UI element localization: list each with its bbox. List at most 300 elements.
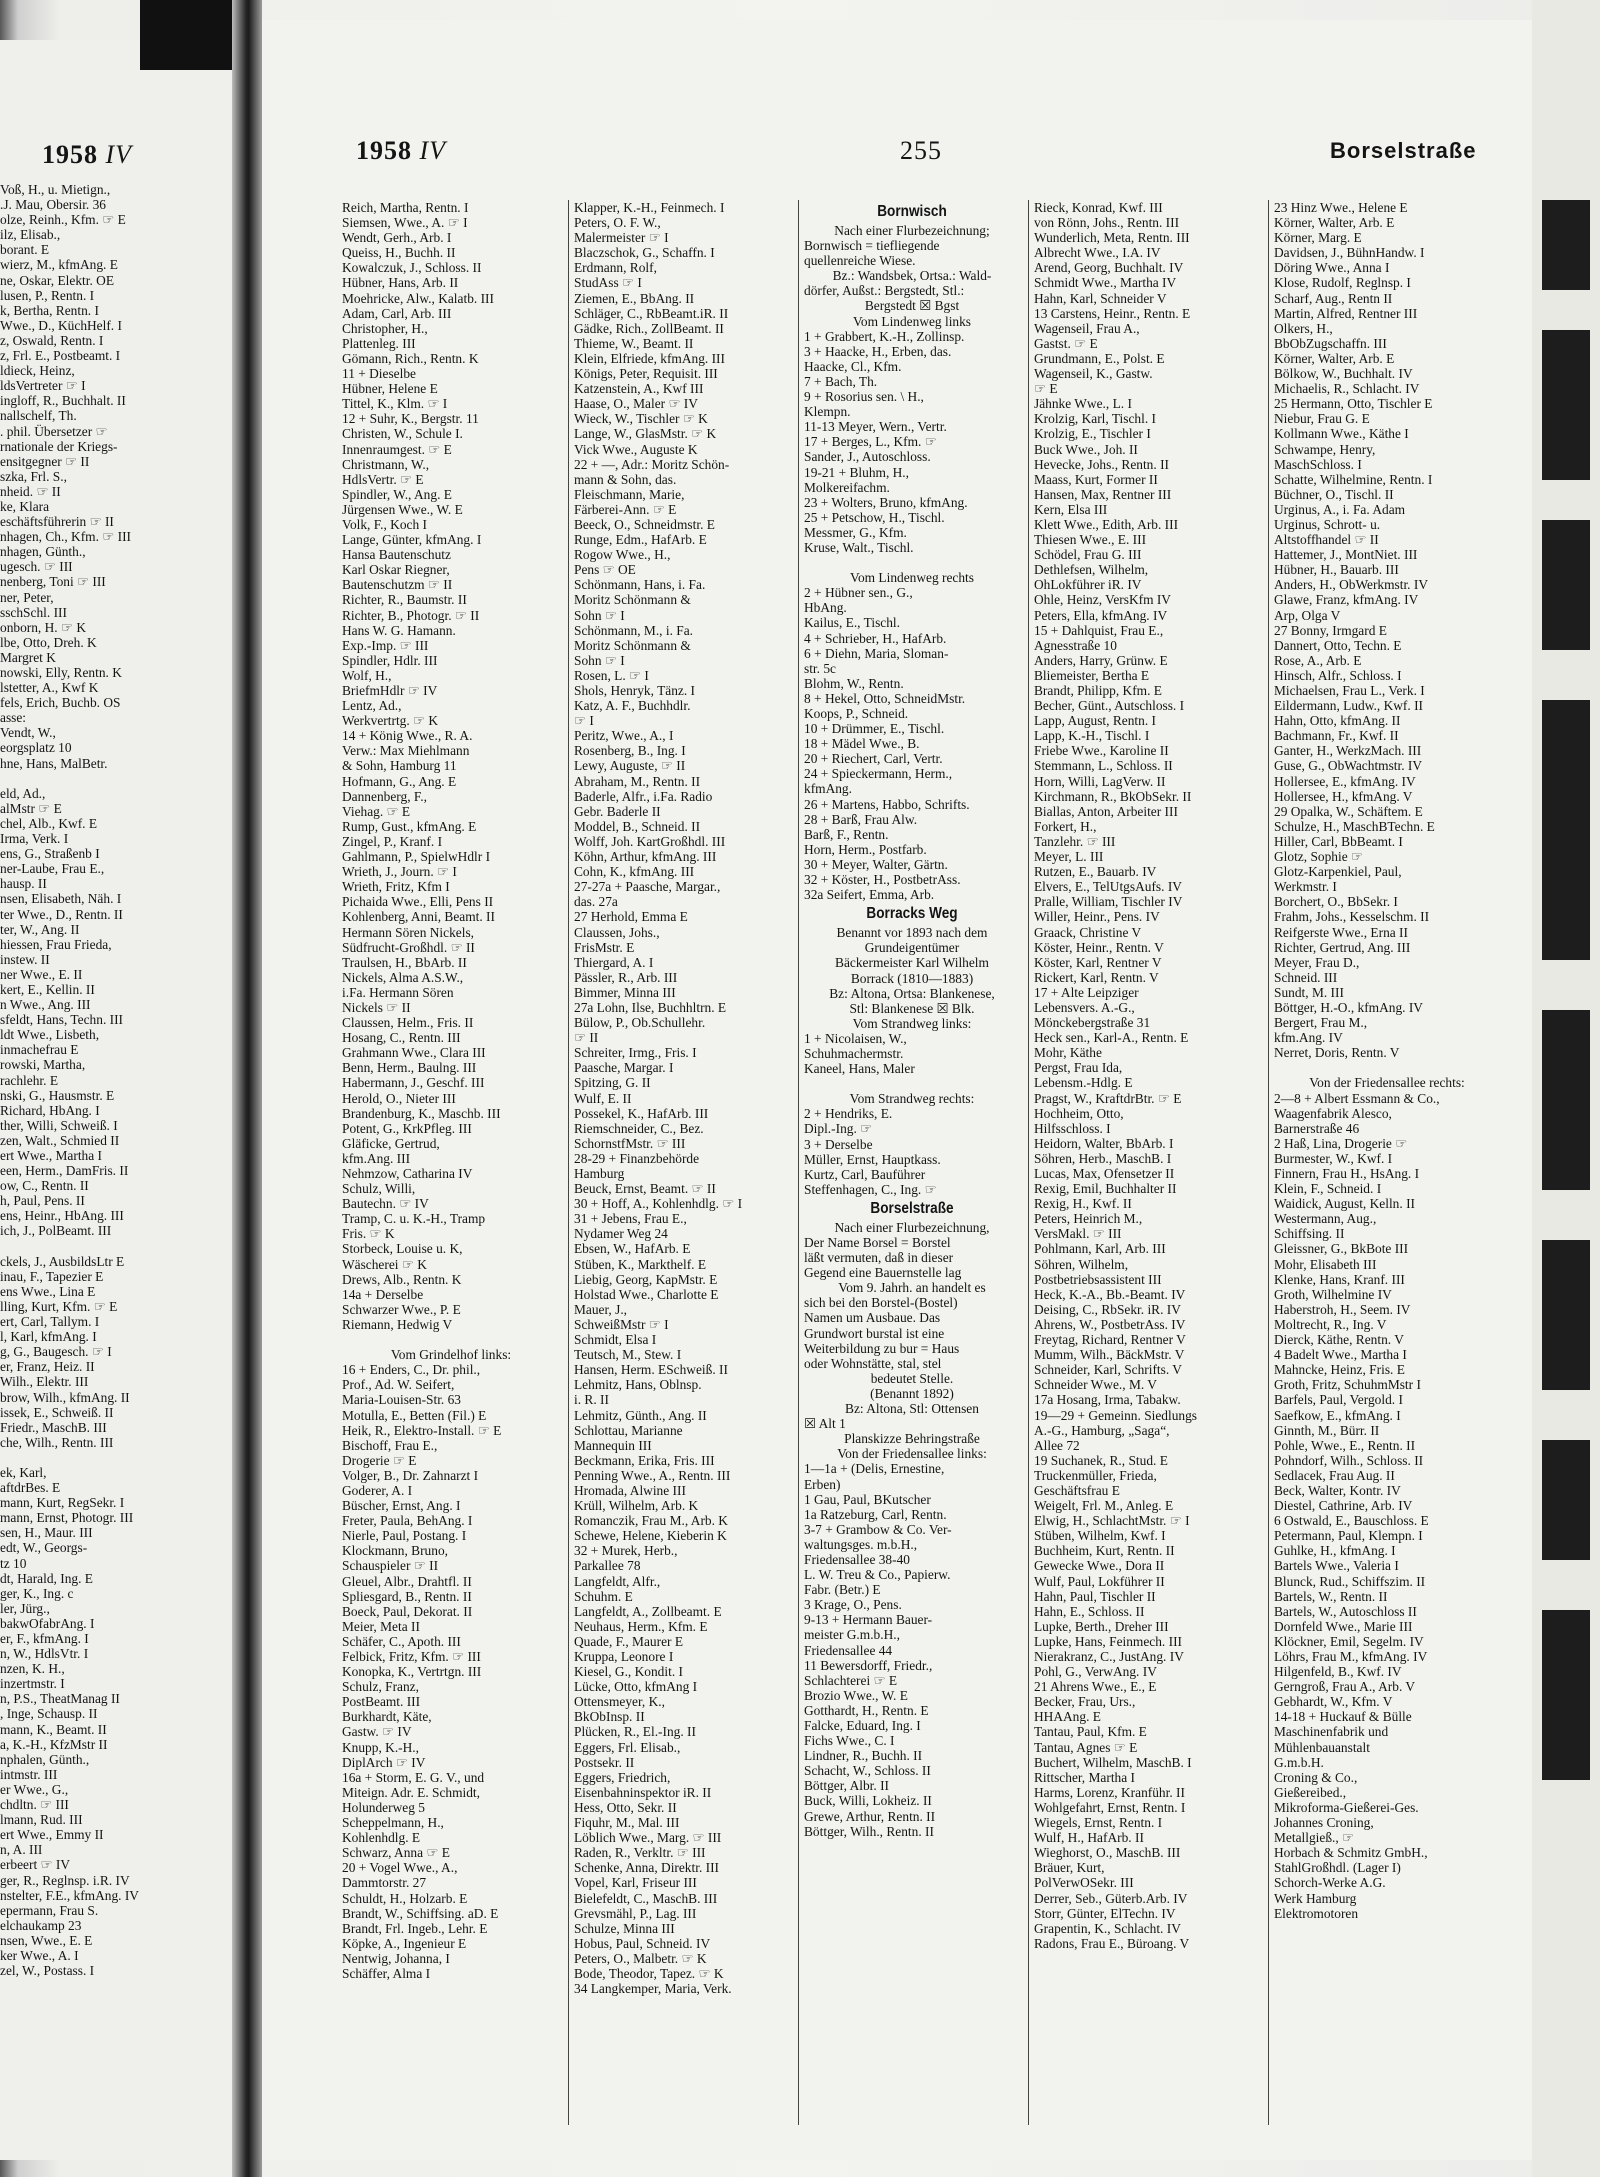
- section-note: Nach einer Flurbezeichnung,: [834, 1219, 990, 1235]
- directory-entry: Drogerie ☞ E: [342, 1452, 417, 1468]
- section-note: Grundeigentümer: [864, 940, 960, 956]
- directory-entry: Friedensallee 38-40: [804, 1551, 910, 1567]
- directory-entry: 10 + Drümmer, E., Tischl.: [804, 721, 945, 737]
- directory-entry: Kiesel, G., Kondit. I: [574, 1664, 683, 1680]
- directory-entry: 18 + Mädel Wwe., B.: [804, 736, 920, 752]
- directory-line: n, A. III: [0, 1842, 43, 1858]
- directory-entry: mann & Sohn, das.: [574, 471, 677, 487]
- directory-entry: Bartels, W., Autoschloss II: [1274, 1603, 1417, 1619]
- directory-entry: Falcke, Eduard, Ing. I: [804, 1718, 921, 1733]
- directory-entry: Lupke, Berth., Dreher III: [1034, 1618, 1169, 1634]
- directory-entry: 32a Seifert, Emma, Arb.: [804, 887, 935, 903]
- directory-entry: Grundwort burstal ist eine: [804, 1325, 945, 1341]
- directory-entry: Gahlmann, P., SpielwHdlr I: [342, 849, 491, 865]
- directory-entry: 11 Bewersdorff, Friedr.,: [804, 1657, 933, 1673]
- directory-entry: Pens ☞ OE: [574, 562, 636, 578]
- directory-entry: 17 + Berges, L., Kfm. ☞: [804, 434, 937, 450]
- directory-entry: BriefmHdlr ☞ IV: [342, 683, 438, 698]
- directory-entry: 14a + Derselbe: [342, 1286, 424, 1302]
- directory-entry: Lindner, R., Buchh. II: [804, 1748, 923, 1764]
- directory-entry: Biallas, Anton, Arbeiter III: [1034, 803, 1178, 819]
- directory-entry: Bachmann, Fr., Kwf. II: [1274, 728, 1399, 744]
- directory-entry: Blohm, W., Rentn.: [804, 675, 904, 691]
- directory-entry: 11 + Dieselbe: [342, 366, 416, 382]
- directory-entry: Klapper, K.-H., Feinmech. I: [574, 200, 725, 215]
- directory-entry: Eggers, Frl. Elisab.,: [574, 1739, 681, 1755]
- section-note: Vom Lindenweg rechts: [850, 570, 974, 586]
- directory-line: ger, K., Ing. c: [0, 1585, 74, 1601]
- column-divider: [1268, 200, 1269, 2125]
- directory-entry: oder Wohnstätte, stal, stel: [804, 1355, 942, 1371]
- directory-entry: Lucas, Max, Ofensetzer II: [1034, 1166, 1175, 1181]
- directory-entry: sich bei den Borstel-(Bostel): [804, 1295, 958, 1311]
- directory-entry: Hübner, Helene E: [342, 381, 438, 397]
- directory-entry: 4 + Schrieber, H., HafArb.: [804, 630, 947, 646]
- directory-entry: Hahn, E., Schloss. II: [1034, 1603, 1145, 1619]
- directory-entry: Schatte, Wilhelmine, Rentn. I: [1274, 471, 1433, 487]
- directory-line: fels, Erich, Buchb. OS: [0, 695, 121, 711]
- directory-entry: Urginus, Schrott- u.: [1274, 516, 1381, 532]
- directory-line: Irma, Verk. I: [0, 831, 69, 847]
- column-1: [342, 200, 560, 2160]
- directory-entry: 32 + Murek, Herb.,: [574, 1543, 678, 1559]
- directory-entry: Hiller, Carl, BbBeamt. I: [1274, 833, 1403, 849]
- directory-entry: 6 + Diehn, Maria, Sloman-: [804, 645, 949, 661]
- directory-entry: Dammtorstr. 27: [342, 1875, 427, 1891]
- directory-entry: Nickels ☞ II: [342, 999, 411, 1015]
- directory-entry: [342, 1332, 560, 1347]
- directory-entry: Elwig, H., SchlachtMstr. ☞ I: [1034, 1513, 1190, 1529]
- directory-entry: Hromada, Alwine III: [574, 1482, 686, 1498]
- directory-entry: Grahmann Wwe., Clara III: [342, 1045, 486, 1061]
- directory-entry: Schäffer, Alma I: [342, 1965, 431, 1981]
- directory-entry: Schacht, W., Schloss. II: [804, 1763, 931, 1779]
- directory-entry: Rittscher, Martha I: [1034, 1769, 1135, 1785]
- directory-line: nstelter, F.E., kfmAng. IV: [0, 1887, 139, 1903]
- directory-entry: Pichaida Wwe., Elli, Pens II: [342, 894, 494, 910]
- directory-line: er Wwe., G.,: [0, 1781, 69, 1797]
- directory-line: nzen, K. H.,: [0, 1661, 65, 1677]
- directory-entry: Mohr, Elisabeth III: [1274, 1256, 1377, 1272]
- directory-entry: Lupke, Hans, Feinmech. III: [1034, 1633, 1182, 1649]
- directory-entry: 30 + Hoff, A., Kohlenhdlg. ☞ I: [574, 1196, 743, 1212]
- directory-entry: SchornstfMstr. ☞ III: [574, 1135, 686, 1151]
- directory-entry: Gotthardt, H., Rentn. E: [804, 1702, 929, 1718]
- directory-entry: i.Fa. Hermann Sören: [342, 984, 454, 1000]
- section-note: Vom Lindenweg links: [852, 313, 972, 329]
- directory-entry: 3 Krage, O., Pens.: [804, 1597, 902, 1613]
- binder-clip: [140, 0, 232, 70]
- directory-line: ert Wwe., Martha I: [0, 1148, 102, 1163]
- directory-entry: Schulz, Franz,: [342, 1679, 419, 1695]
- directory-line: ugesch. ☞ III: [0, 559, 73, 575]
- directory-entry: Werkvertrtg. ☞ K: [342, 713, 439, 729]
- right-page: [262, 20, 1532, 2160]
- directory-entry: Bülow, P., Ob.Schullehr.: [574, 1015, 706, 1031]
- directory-line: ich, J., PolBeamt. III: [0, 1223, 112, 1239]
- directory-entry: Zingel, P., Kranf. I: [342, 833, 443, 849]
- directory-entry: Messmer, G., Kfm.: [804, 524, 907, 540]
- directory-entry: Glotz, Sophie ☞: [1274, 849, 1363, 865]
- directory-entry: Boeck, Paul, Dekorat. II: [342, 1603, 473, 1619]
- directory-entry: Grundmann, E., Polst. E: [1034, 350, 1165, 366]
- directory-entry: 15 + Dahlquist, Frau E.,: [1034, 622, 1164, 638]
- directory-entry: Gerngroß, Frau A., Arb. V: [1274, 1679, 1416, 1695]
- page-number: 255: [900, 136, 942, 165]
- directory-entry: Runge, Edm., HafArb. E: [574, 532, 707, 548]
- directory-entry: das. 27a: [574, 894, 618, 910]
- directory-entry: Stemmann, L., Schloss. II: [1034, 758, 1173, 774]
- directory-entry: Nickels, Alma A.S.W.,: [342, 969, 464, 985]
- directory-entry: Eggers, Friedrich,: [574, 1769, 671, 1785]
- directory-entry: Anders, H., ObWerkmstr. IV: [1274, 577, 1429, 593]
- directory-entry: Gläficke, Gertrud,: [342, 1135, 440, 1151]
- directory-entry: SchweißMstr ☞ I: [574, 1316, 669, 1332]
- street-section-title: Bornwisch: [877, 203, 947, 220]
- directory-entry: Christen, W., Schule I.: [342, 426, 463, 442]
- directory-entry: Ottensmeyer, K.,: [574, 1694, 665, 1710]
- directory-entry: 3 + Haacke, H., Erben, das.: [804, 343, 952, 359]
- directory-entry: Klenke, Hans, Kranf. III: [1274, 1271, 1405, 1287]
- directory-entry: Petermann, Paul, Klempn. I: [1274, 1528, 1423, 1544]
- directory-entry: Wagenseil, K., Gastw.: [1034, 366, 1153, 382]
- directory-entry: Wolf, H.,: [342, 667, 392, 683]
- directory-line: hne, Hans, MalBetr.: [0, 755, 108, 771]
- directory-entry: BbObZugschaffn. III: [1274, 335, 1387, 351]
- directory-entry: Beck, Walter, Kontr. IV: [1274, 1482, 1401, 1498]
- directory-entry: Wieghorst, O., MaschB. III: [1034, 1845, 1181, 1861]
- directory-entry: Nierle, Paul, Postang. I: [342, 1528, 467, 1544]
- directory-entry: 17a Hosang, Irma, Tabakw.: [1034, 1392, 1181, 1408]
- directory-entry: Stüben, Wilhelm, Kwf. I: [1034, 1528, 1166, 1544]
- directory-entry: Lehmitz, Hans, Oblnsp.: [574, 1377, 702, 1393]
- directory-line: ldsVertreter ☞ I: [0, 378, 86, 394]
- directory-line: intmstr. III: [0, 1766, 58, 1782]
- directory-line: g, G., Baugesch. ☞ I: [0, 1344, 112, 1360]
- directory-line: zen, Walt., Schmied II: [0, 1132, 120, 1148]
- directory-line: inau, F., Tapezier E: [0, 1268, 104, 1284]
- directory-entry: Schlachterei ☞ E: [804, 1672, 898, 1688]
- directory-entry: i. R. II: [574, 1392, 609, 1408]
- directory-entry: Schuldt, H., Holzarb. E: [342, 1890, 468, 1906]
- directory-entry: Ziemen, E., BbAng. II: [574, 290, 695, 306]
- directory-entry: Reich, Martha, Rentn. I: [342, 200, 469, 215]
- section-note: Planskizze Behringstraße: [844, 1431, 980, 1447]
- directory-entry: [804, 1076, 1020, 1091]
- directory-entry: Groth, Fritz, SchuhmMstr I: [1274, 1377, 1421, 1393]
- directory-entry: Fichs Wwe., C. I: [804, 1733, 895, 1749]
- directory-entry: Rogow Wwe., H.,: [574, 547, 671, 563]
- directory-entry: Hansen, Max, Rentner III: [1034, 486, 1172, 502]
- directory-entry: Truckenmüller, Frieda,: [1034, 1467, 1157, 1483]
- directory-entry: Storbeck, Louise u. K,: [342, 1241, 463, 1257]
- directory-line: rnationale der Kriegs-: [0, 438, 118, 454]
- directory-entry: 28-29 + Finanzbehörde: [574, 1150, 700, 1166]
- directory-entry: Hübner, H., Bauarb. III: [1274, 562, 1399, 578]
- directory-line: zel, W., Postass. I: [0, 1963, 95, 1979]
- directory-entry: Löblich Wwe., Marg. ☞ III: [574, 1830, 722, 1846]
- directory-entry: kfm.Ang. IV: [1274, 1030, 1343, 1046]
- section-note: Bergstedt ☒ Bgst: [864, 298, 960, 314]
- directory-entry: Rexig, Emil, Buchhalter II: [1034, 1181, 1177, 1197]
- directory-entry: Bliemeister, Bertha E: [1034, 667, 1150, 683]
- directory-line: nsen, Wwe., E. E: [0, 1932, 93, 1948]
- directory-entry: Burkhardt, Käte,: [342, 1709, 432, 1725]
- left-page-header: [42, 140, 132, 170]
- directory-entry: Wulf, H., HafArb. II: [1034, 1830, 1144, 1846]
- directory-entry: Brandt, Frl. Ingeb., Lehr. E: [342, 1920, 488, 1936]
- directory-entry: 1a Ratzeburg, Carl, Rentn.: [804, 1506, 947, 1522]
- directory-entry: Burmester, W., Kwf. I: [1274, 1150, 1393, 1166]
- directory-entry: Wunderlich, Meta, Rentn. III: [1034, 230, 1190, 246]
- directory-entry: Wulf, E. II: [574, 1090, 632, 1106]
- directory-entry: Wagenseil, Frau A.,: [1034, 320, 1140, 336]
- directory-line: hausp. II: [0, 876, 47, 892]
- directory-entry: Glawe, Franz, kfmAng. IV: [1274, 592, 1419, 608]
- directory-line: alMstr ☞ E: [0, 800, 62, 816]
- directory-entry: Lange, W., GlasMstr. ☞ K: [574, 426, 717, 442]
- directory-entry: Schmidt Wwe., Martha IV: [1034, 275, 1177, 291]
- directory-entry: Löhrs, Frau M., kfmAng. IV: [1274, 1649, 1428, 1664]
- directory-entry: Karl Oskar Riegner,: [342, 562, 450, 578]
- directory-entry: Kollmann Wwe., Käthe I: [1274, 426, 1409, 442]
- directory-line: een, Herm., DamFris. II: [0, 1163, 129, 1179]
- directory-line: z, Oswald, Rentn. I: [0, 332, 104, 348]
- directory-entry: Brandenburg, K., Maschb. III: [342, 1105, 501, 1121]
- directory-entry: Mönckebergstraße 31: [1034, 1015, 1151, 1031]
- left-page-year: 1958: [42, 140, 98, 169]
- directory-entry: Kohlenberg, Anni, Beamt. II: [342, 909, 495, 925]
- section-note: Benannt vor 1893 nach dem: [836, 925, 988, 941]
- directory-entry: 19—29 + Gemeinn. Siedlungs: [1034, 1407, 1198, 1423]
- directory-entry: Peters, O., Malbetr. ☞ K: [574, 1950, 707, 1966]
- directory-line: nphalen, Günth.,: [0, 1751, 90, 1767]
- directory-entry: Hamburg: [574, 1166, 625, 1181]
- directory-line: eld, Ad.,: [0, 785, 46, 801]
- directory-entry: Niebur, Frau G. E: [1274, 411, 1370, 427]
- directory-entry: 14 + König Wwe., R. A.: [342, 728, 473, 744]
- directory-entry: 21 Ahrens Wwe., E., E: [1034, 1679, 1157, 1695]
- directory-entry: Drews, Alb., Rentn. K: [342, 1271, 462, 1287]
- directory-line: inzertmstr. I: [0, 1676, 65, 1692]
- directory-entry: Hollersee, H., kfmAng. V: [1274, 788, 1413, 804]
- directory-entry: Wäscherei ☞ K: [342, 1256, 427, 1272]
- directory-entry: ☞ E: [1034, 381, 1058, 397]
- directory-entry: 31 + Jebens, Frau E.,: [574, 1211, 687, 1227]
- directory-line: nheid. ☞ II: [0, 483, 61, 499]
- directory-entry: 23 Hinz Wwe., Helene E: [1274, 200, 1408, 215]
- directory-entry: Körner, Marg. E: [1274, 230, 1362, 246]
- directory-entry: Becker, Frau, Urs.,: [1034, 1694, 1136, 1710]
- directory-entry: StudAss ☞ I: [574, 275, 642, 291]
- directory-entry: Maschinenfabrik und: [1274, 1724, 1389, 1740]
- directory-entry: Klempn.: [804, 404, 851, 420]
- directory-entry: Arp, Olga V: [1274, 607, 1341, 623]
- directory-line: szka, Frl. S.,: [0, 468, 67, 484]
- directory-line: ensitgegner ☞ II: [0, 453, 90, 469]
- directory-line: lmann, Rud. III: [0, 1812, 83, 1828]
- directory-entry: Derrer, Seb., Güterb.Arb. IV: [1034, 1890, 1188, 1906]
- directory-entry: Lapp, K.-H., Tischl. I: [1034, 728, 1150, 744]
- directory-line: chel, Alb., Kwf. E: [0, 815, 98, 831]
- directory-entry: Wiegels, Ernst, Rentn. I: [1034, 1815, 1163, 1831]
- directory-entry: Körner, Walter, Arb. E: [1274, 215, 1395, 231]
- directory-line: nowski, Elly, Rentn. K: [0, 665, 122, 680]
- directory-entry: Moltrecht, R., Ing. V: [1274, 1316, 1387, 1332]
- directory-entry: Grewe, Arthur, Rentn. II: [804, 1808, 936, 1824]
- directory-entry: Pohndorf, Wilh., Schloss. II: [1274, 1452, 1424, 1468]
- directory-entry: Schuhm. E: [574, 1588, 633, 1604]
- directory-entry: dörfer, Außst.: Bergstedt, Stl.:: [804, 283, 965, 299]
- directory-entry: Kirchmann, R., BkObSekr. II: [1034, 788, 1192, 804]
- directory-entry: Maria-Louisen-Str. 63: [342, 1392, 462, 1408]
- directory-entry: 2 Haß, Lina, Drogerie ☞: [1274, 1135, 1408, 1151]
- directory-entry: Müller, Ernst, Hauptkass.: [804, 1151, 941, 1167]
- directory-entry: Lebensm.-Hdlg. E: [1034, 1075, 1133, 1091]
- directory-entry: Klein, F., Schneid. I: [1274, 1181, 1382, 1197]
- directory-entry: Schneid. III: [1274, 969, 1338, 985]
- section-note: bedeutet Stelle.: [870, 1370, 954, 1386]
- directory-entry: Nydamer Weg 24: [574, 1226, 668, 1242]
- directory-entry: 25 Hermann, Otto, Tischler E: [1274, 396, 1433, 412]
- directory-entry: Konopka, K., Vertrtgn. III: [342, 1664, 482, 1680]
- directory-entry: Volk, F., Koch I: [342, 516, 427, 532]
- directory-entry: Ginnth, M., Bürr. II: [1274, 1422, 1380, 1438]
- directory-entry: Südfrucht-Großhdl. ☞ II: [342, 939, 475, 955]
- directory-entry: Buck Wwe., Joh. II: [1034, 441, 1138, 457]
- directory-line: che, Wilh., Rentn. III: [0, 1434, 114, 1450]
- directory-line: brow, Wilh., kfmAng. II: [0, 1389, 130, 1405]
- directory-line: erbeert ☞ IV: [0, 1857, 70, 1873]
- directory-entry: Ganter, H., WerkzMach. III: [1274, 743, 1422, 759]
- directory-line: lling, Kurt, Kfm. ☞ E: [0, 1298, 118, 1314]
- directory-entry: Tantau, Agnes ☞ E: [1034, 1739, 1138, 1755]
- directory-entry: Rose, A., Arb. E: [1274, 652, 1362, 668]
- directory-line: mann, K., Beamt. II: [0, 1721, 107, 1737]
- section-note: Vom Grindelhof links:: [390, 1347, 512, 1363]
- directory-entry: Kruppa, Leonore I: [574, 1649, 674, 1664]
- directory-line: Voß, H., u. Mietign.,: [0, 182, 111, 197]
- directory-entry: Plattenleg. III: [342, 335, 416, 351]
- directory-line: ert Wwe., Emmy II: [0, 1827, 104, 1843]
- directory-entry: Söhren, Wilhelm,: [1034, 1256, 1129, 1272]
- directory-entry: Claussen, Johs.,: [574, 924, 660, 940]
- directory-entry: Mumm, Wilh., BäckMstr. V: [1034, 1347, 1185, 1363]
- directory-line: ter Wwe., D., Rentn. II: [0, 906, 123, 922]
- directory-entry: Schreiter, Irmg., Fris. I: [574, 1045, 697, 1061]
- directory-entry: Mühlenbauanstalt: [1274, 1739, 1370, 1755]
- directory-entry: Sedlacek, Frau Aug. II: [1274, 1467, 1395, 1483]
- directory-entry: Hübner, Hans, Arb. II: [342, 275, 459, 291]
- directory-entry: Schönmann, M., i. Fa.: [574, 622, 694, 638]
- directory-entry: Johannes Croning,: [1274, 1815, 1374, 1831]
- directory-line: ert, Carl, Tallym. I: [0, 1314, 100, 1330]
- directory-entry: Eisenbahninspektor iR. II: [574, 1784, 712, 1800]
- directory-entry: Wolff, Joh. KartGroßhdl. III: [574, 833, 726, 849]
- directory-line: ens, G., Straßenb I: [0, 846, 100, 862]
- section-note: Vom Strandweg links:: [852, 1015, 972, 1031]
- directory-entry: Motulla, E., Betten (Fil.) E: [342, 1407, 487, 1423]
- directory-entry: ☒ Alt 1: [804, 1416, 846, 1432]
- directory-entry: Quade, F., Maurer E: [574, 1633, 683, 1649]
- directory-entry: Horn, Herm., Postfarb.: [804, 841, 927, 857]
- directory-entry: Moritz Schönmann &: [574, 592, 691, 608]
- directory-entry: Pässler, R., Arb. III: [574, 969, 678, 985]
- section-note: Von der Friedensallee links:: [837, 1446, 987, 1462]
- directory-entry: Lebensvers. A.-G.,: [1034, 999, 1135, 1015]
- directory-line: ens, Heinr., HbAng. III: [0, 1208, 124, 1224]
- directory-entry: Jürgensen Wwe., W. E: [342, 501, 463, 517]
- directory-entry: 19 Suchanek, R., Stud. E: [1034, 1452, 1168, 1468]
- directory-entry: waltungsges. m.b.H.,: [804, 1536, 918, 1552]
- directory-entry: Bimmer, Minna III: [574, 984, 676, 1000]
- directory-entry: str. 5c: [804, 660, 836, 676]
- directory-entry: Claussen, Helm., Fris. II: [342, 1015, 474, 1031]
- directory-entry: Hess, Otto, Sekr. II: [574, 1799, 677, 1815]
- directory-entry: G.m.b.H.: [1274, 1754, 1324, 1770]
- directory-entry: Büscher, Ernst, Ang. I: [342, 1498, 461, 1514]
- directory-entry: Dornfeld Wwe., Marie III: [1274, 1618, 1413, 1634]
- section-note: Bz: Altona, Stl: Ottensen: [845, 1401, 979, 1417]
- directory-entry: Forkert, H.,: [1034, 818, 1097, 834]
- directory-entry: Croning & Co.,: [1274, 1769, 1358, 1785]
- directory-entry: Teutsch, M., Stew. I: [574, 1347, 682, 1363]
- directory-entry: DiplArch ☞ IV: [342, 1754, 426, 1770]
- directory-entry: Schewe, Helene, Kieberin K: [574, 1528, 727, 1544]
- directory-entry: Neuhaus, Herm., Kfm. E: [574, 1618, 708, 1634]
- directory-entry: Gleuel, Albr., Drahtfl. II: [342, 1573, 472, 1589]
- directory-entry: 16 + Enders, C., Dr. phil.,: [342, 1362, 481, 1378]
- directory-entry: Thiergard, A. I: [574, 954, 654, 970]
- directory-entry: Parkallee 78: [574, 1558, 641, 1574]
- directory-entry: Innenraumgest. ☞ E: [342, 441, 452, 457]
- directory-entry: 2 + Hübner sen., G.,: [804, 585, 913, 601]
- directory-entry: Christmann, W.,: [342, 456, 430, 472]
- directory-entry: Miteign. Adr. E. Schmidt,: [342, 1784, 480, 1800]
- directory-entry: Wendt, Gerh., Arb. I: [342, 230, 452, 246]
- directory-line: ner, Peter,: [0, 589, 54, 605]
- directory-entry: 30 + Meyer, Walter, Gärtn.: [804, 856, 948, 872]
- directory-entry: Dipl.-Ing. ☞: [804, 1121, 873, 1137]
- street-header: Borselstraße: [1330, 138, 1477, 163]
- directory-entry: Scheppelmann, H.,: [342, 1815, 444, 1831]
- directory-entry: Lücke, Otto, kfmAng I: [574, 1679, 698, 1695]
- directory-line: h, Paul, Pens. II: [0, 1193, 85, 1209]
- directory-entry: Altstoffhandel ☞ II: [1274, 532, 1379, 548]
- directory-entry: Pohle, Wwe., E., Rentn. II: [1274, 1437, 1416, 1453]
- directory-entry: Baderle, Alfr., i.Fa. Radio: [574, 788, 713, 804]
- directory-entry: 25 + Petschow, H., Tischl.: [804, 509, 945, 525]
- directory-entry: Glotz-Karpenkiel, Paul,: [1274, 864, 1402, 880]
- directory-entry: Graack, Christine V: [1034, 924, 1142, 940]
- directory-entry: Bornwisch = tiefliegende: [804, 238, 940, 254]
- directory-entry: Postsekr. II: [574, 1754, 635, 1770]
- directory-entry: Borchert, O., BbSekr. I: [1274, 894, 1398, 910]
- directory-entry: 11-13 Meyer, Wern., Vertr.: [804, 419, 947, 435]
- directory-line: nsen, Elisabeth, Näh. I: [0, 891, 122, 907]
- directory-entry: Ohle, Heinz, VersKfm IV: [1034, 592, 1171, 608]
- directory-entry: Wohlgefahrt, Ernst, Rentn. I: [1034, 1799, 1186, 1815]
- directory-entry: Bartels, W., Rentn. II: [1274, 1588, 1388, 1604]
- directory-entry: Hahn, Karl, Schneider V: [1034, 290, 1167, 306]
- directory-line: n Wwe., Ang. III: [0, 997, 91, 1013]
- directory-entry: Köpke, A., Ingenieur E: [342, 1935, 467, 1951]
- left-page-roman: IV: [105, 140, 133, 169]
- directory-entry: Hahn, Otto, kfmAng. II: [1274, 713, 1401, 729]
- directory-entry: Hinsch, Alfr., Schloss. I: [1274, 667, 1402, 683]
- directory-entry: Gastst. ☞ E: [1034, 335, 1098, 351]
- directory-entry: Lange, Günter, kfmAng. I: [342, 532, 482, 548]
